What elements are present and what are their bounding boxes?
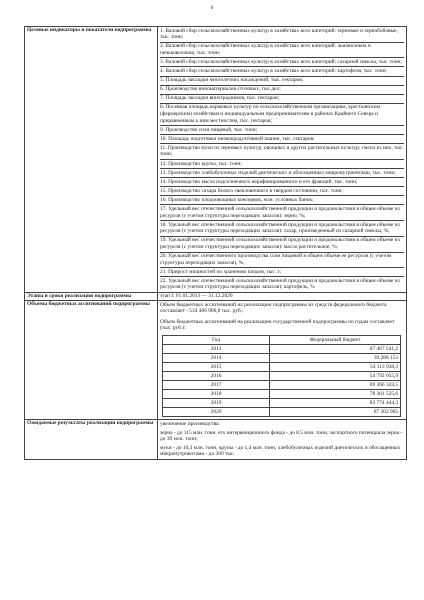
target-indicator-item: 11. Производство муки из зерновых культур, овощных и других растительных культур; смеси из них, тыс. тонн;	[160, 144, 404, 160]
targets-label: Целевые индикаторы и показатели подпрограммы	[25, 27, 158, 293]
budget-table-row	[163, 344, 401, 353]
budget-table-row	[163, 407, 401, 416]
budget-table-row	[163, 362, 401, 371]
target-indicator-item: 14. Производство масла подсолнечного нерафинированного и его фракций, тыс. тонн;	[160, 178, 404, 187]
target-indicator-item: 19. Удельный вес отечественной сельскохозяйственной продукции и продовольствия в общем объеме их ресурсов (с учетом структуры переходящих запасов): масло растительное, %;	[160, 237, 404, 253]
target-indicator-item: 2. Валовой сбор сельскохозяйственных культур в хозяйствах всех категорий: льноволокна и пеньковолокна, тыс. тонн;	[160, 43, 404, 59]
target-indicator-item: 21. Прирост мощностей по хранению плодов, тыс .т;	[160, 268, 404, 277]
target-indicator-item: 3. Валовой сбор сельскохозяйственных культур в хозяйствах всех категорий: сахарной свеклы, тыс. тонн;	[160, 58, 404, 67]
target-indicator-item: 10. Площадь подготовки низкопродуктивной пашни, тыс. гектаров;	[160, 135, 404, 144]
target-indicator-item: 7. Площадь закладки виноградников, тыс. гектаров;	[160, 95, 404, 104]
budget-table-row	[163, 371, 401, 380]
passport-table-wrapper	[24, 26, 407, 460]
budget-value-cell: 78 301 525,6	[270, 389, 401, 398]
budget-table-row	[163, 353, 401, 362]
col-year-header: Год	[163, 335, 270, 344]
col-budget-header: Федеральный бюджет	[270, 335, 401, 344]
result-line: зерна - до 115 млн. тонн, его интервенционного фонда - до 8,5 млн. тонн, экспортного потенциала зерна - до 30 млн. тонн;	[160, 429, 403, 443]
budget-label: Объемы бюджетных ассигнований подпрограммы	[25, 300, 158, 419]
budget-table-row	[163, 398, 401, 407]
target-indicator-item: 17. Удельный вес отечественной сельскохозяйственной продукции и продовольствия в общем объеме их ресурсов (с учетом структуры переходящих запасов): зерно, %;	[160, 205, 404, 221]
target-indicator-item: 6. Производство виноматериалов столовых, тыс.дкл;	[160, 86, 404, 95]
budget-table-row	[163, 389, 401, 398]
target-indicator-item: 12. Производство крупы, тыс. тонн;	[160, 160, 404, 169]
budget-value-cell: 83 774 444,3	[270, 398, 401, 407]
passport-table	[24, 26, 407, 460]
budget-value-cell: 54 792 055,9	[270, 371, 401, 380]
budget-year-cell: 2019	[163, 398, 270, 407]
budget-value-cell: 39 288 153	[270, 353, 401, 362]
budget-year-cell: 2017	[163, 380, 270, 389]
budget-year-table	[162, 335, 401, 417]
budget-year-cell: 2015	[163, 362, 270, 371]
budget-table-header	[163, 335, 401, 344]
page-number: 6	[210, 6, 214, 11]
budget-by-year-intro: Объем бюджетных ассигнований на реализацию государственной подпрограммы по годам составляет (тыс. руб.):	[160, 318, 395, 332]
budget-year-cell: 2020	[163, 407, 270, 416]
results-cell	[158, 419, 407, 459]
budget-value-cell: 67 467 541,2	[270, 344, 401, 353]
stages-row	[25, 293, 407, 301]
target-indicator-item: 20. Удельный вес отечественного производства соли пищевой в общем объеме ее ресурсов (с учетом структуры переходящих запасов), %;	[160, 253, 404, 269]
budget-value-cell: 87 302 905	[270, 407, 401, 416]
result-line: муки - до 10,3 млн. тонн, крупы - до 1,4 млн. тонн, хлебобулочных изделий диетических и обогащенных микронутриентами - до 300 тыс.	[160, 444, 401, 458]
budget-value-cell: 54 113 938,3	[270, 362, 401, 371]
target-indicator-item: 9. Производство соли пищевой, тыс. тонн;	[160, 126, 404, 135]
budget-year-cell: 2013	[163, 344, 270, 353]
targets-row	[25, 27, 407, 293]
target-indicator-item: 22. Удельный вес отечественной сельскохозяйственной продукции и продовольствия в общем объеме их ресурсов (с учетом структуры переходящих запасов): картофель, %	[160, 277, 401, 291]
budget-intro: Объем бюджетных ассигнований на реализацию подпрограммы из средств федерального бюджета составляет - 534 406 906,8 тыс. руб.;	[160, 301, 387, 315]
result-line: увеличение производства:	[160, 420, 220, 427]
target-indicator-item: 8. Посевная площадь кормовых культур по сельскохозяйственным организациям, крестьянским (фермерским) хозяйствам и индивидуальным предпринимателям в районах Крайнего Севера и приравненным к ним местностям, тыс. гектаров;	[160, 104, 404, 126]
target-indicator-item: 16. Производство плодоовощных консервов, млн. условных банок;	[160, 196, 404, 205]
results-label: Ожидаемые результаты реализации подпрограммы	[25, 419, 158, 459]
budget-value-cell: 69 366 343,5	[270, 380, 401, 389]
budget-year-cell: 2014	[163, 353, 270, 362]
target-indicator-item: 4. Валовой сбор сельскохозяйственных культур в хозяйствах всех категорий: картофеля, тыс. тонн;	[160, 67, 404, 76]
stages-value: этап I: 01.01.2013 — 31.12.2020	[158, 293, 407, 301]
target-indicator-item: 15. Производство сахара белого свекловичного в твердом состоянии, тыс. тонн;	[160, 187, 404, 196]
budget-year-cell: 2018	[163, 389, 270, 398]
stages-label: Этапы и сроки реализации подпрограммы	[25, 293, 158, 301]
target-indicator-item: 1. Валовой сбор сельскохозяйственных культур в хозяйствах всех категорий: зерновые и зернобобовые, тыс. тонн;	[160, 27, 404, 43]
budget-cell	[158, 300, 407, 419]
budget-table-row	[163, 380, 401, 389]
target-indicator-item: 13. Производство хлебобулочных изделий диетических и обогащенных микронутриентами, тыс. тонн;	[160, 169, 404, 178]
target-indicator-item: 5. Площадь закладки многолетних насаждений, тыс. гектаров;	[160, 77, 404, 86]
target-indicator-item: 18. Удельный вес отечественной сельскохозяйственной продукции и продовольствия в общем объеме их ресурсов (с учетом структуры переходящих запасов): сахар, произведенный из сахарной свеклы, %;	[160, 221, 404, 237]
budget-row	[25, 300, 407, 419]
targets-list	[158, 27, 407, 293]
results-row	[25, 419, 407, 459]
budget-year-cell: 2016	[163, 371, 270, 380]
